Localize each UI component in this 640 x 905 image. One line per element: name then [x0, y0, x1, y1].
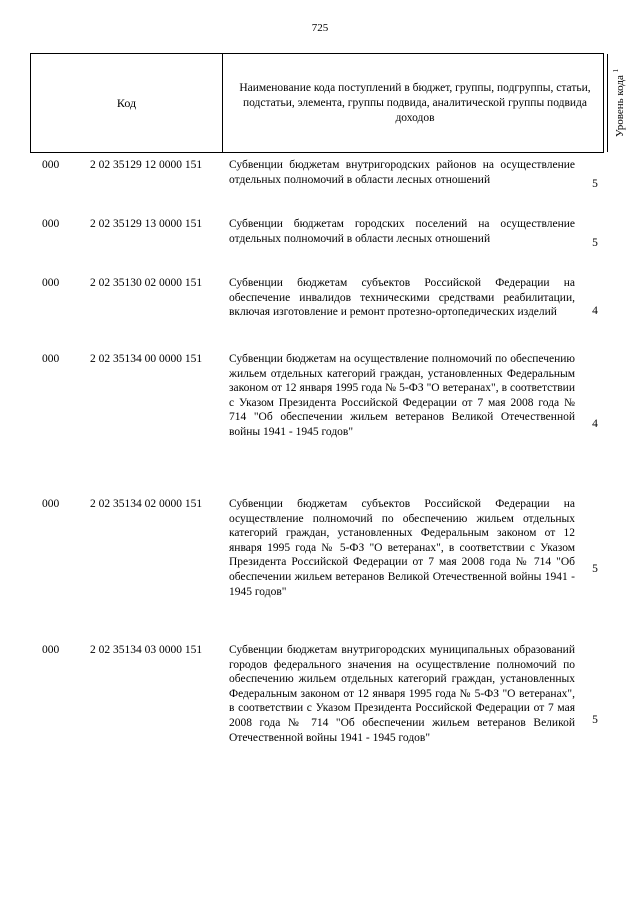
table-row — [30, 217, 604, 261]
header-level — [608, 54, 629, 152]
admin-code: 000 — [42, 498, 60, 510]
revenue-name: Субвенции бюджетам субъектов Российской Федерации на обеспечение инвалидов техническими средствами реабилитации, включая изготовление и ремонт протезно-ортопедических изделий — [229, 277, 575, 319]
table-row — [30, 158, 604, 202]
table-row — [30, 643, 604, 791]
revenue-code: 2 02 35129 13 0000 151 — [90, 218, 203, 230]
table-header — [30, 53, 626, 153]
page-number: 725 — [311, 22, 329, 34]
header-name: Наименование кода поступлений в бюджет, группы, подгруппы, статьи, подстатьи, элемента, группы подвида, аналитической группы подвида доходов — [223, 54, 608, 152]
code-level: 5 — [592, 714, 598, 726]
admin-code: 000 — [42, 644, 60, 656]
header-level-footnote: 1 — [611, 68, 620, 73]
admin-code: 000 — [42, 218, 60, 230]
admin-code: 000 — [42, 277, 60, 289]
revenue-code: 2 02 35134 02 0000 151 — [90, 498, 203, 510]
header-level-label: Уровень кода — [613, 75, 626, 138]
revenue-name: Субвенции бюджетам на осуществление полномочий по обеспечению жильем отдельных категорий граждан, установленных Федеральным законом от 12 января 1995 года № 5-ФЗ "О ветеранах", в соответствии с Указом Президента Российской Федерации от 7 мая 2008 года № 714 "Об обеспечении жильем ветеранов Великой Отечественной войны 1941 - 1945 годов" — [229, 353, 575, 438]
revenue-code: 2 02 35134 03 0000 151 — [90, 644, 203, 656]
table-row — [30, 276, 604, 335]
revenue-name: Субвенции бюджетам внутригородских муниципальных образований городов федерального значения на осуществление полномочий по обеспечению жильем отдельных категорий граждан, установленных Федеральным законом от 12 января 1995 года № 5-ФЗ "О ветеранах", в соответствии с Указом Президента Российской Федерации от 7 мая 2008 года № 714 "Об обеспечении жильем ветеранов Великой Отечественной войны 1941 - 1945 годов" — [229, 644, 575, 744]
admin-code: 000 — [42, 353, 60, 365]
table-row — [30, 352, 604, 484]
revenue-name: Субвенции бюджетам городских поселений на осуществление отдельных полномочий в области лесных отношений — [229, 218, 575, 245]
revenue-code: 2 02 35129 12 0000 151 — [90, 159, 203, 171]
code-level: 4 — [592, 305, 598, 317]
revenue-code: 2 02 35130 02 0000 151 — [90, 277, 203, 289]
revenue-name: Субвенции бюджетам субъектов Российской Федерации на осуществление полномочий по обеспечению жильем отдельных категорий граждан, установленных Федеральным законом от 12 января 1995 года № 5-ФЗ "О ветеранах", в соответствии с Указом Президента Российской Федерации от 7 мая 2008 года № 714 "Об обеспечении жильем ветеранов Великой Отечественной войны 1941 - 1945 годов" — [229, 498, 575, 598]
table-row — [30, 497, 604, 629]
admin-code: 000 — [42, 159, 60, 171]
code-level: 5 — [592, 563, 598, 575]
code-level: 4 — [592, 418, 598, 430]
code-level: 5 — [592, 178, 598, 190]
revenue-code: 2 02 35134 00 0000 151 — [90, 353, 203, 365]
revenue-name: Субвенции бюджетам внутригородских районов на осуществление отдельных полномочий в области лесных отношений — [229, 159, 575, 186]
code-level: 5 — [592, 237, 598, 249]
header-code: Код — [31, 54, 223, 152]
